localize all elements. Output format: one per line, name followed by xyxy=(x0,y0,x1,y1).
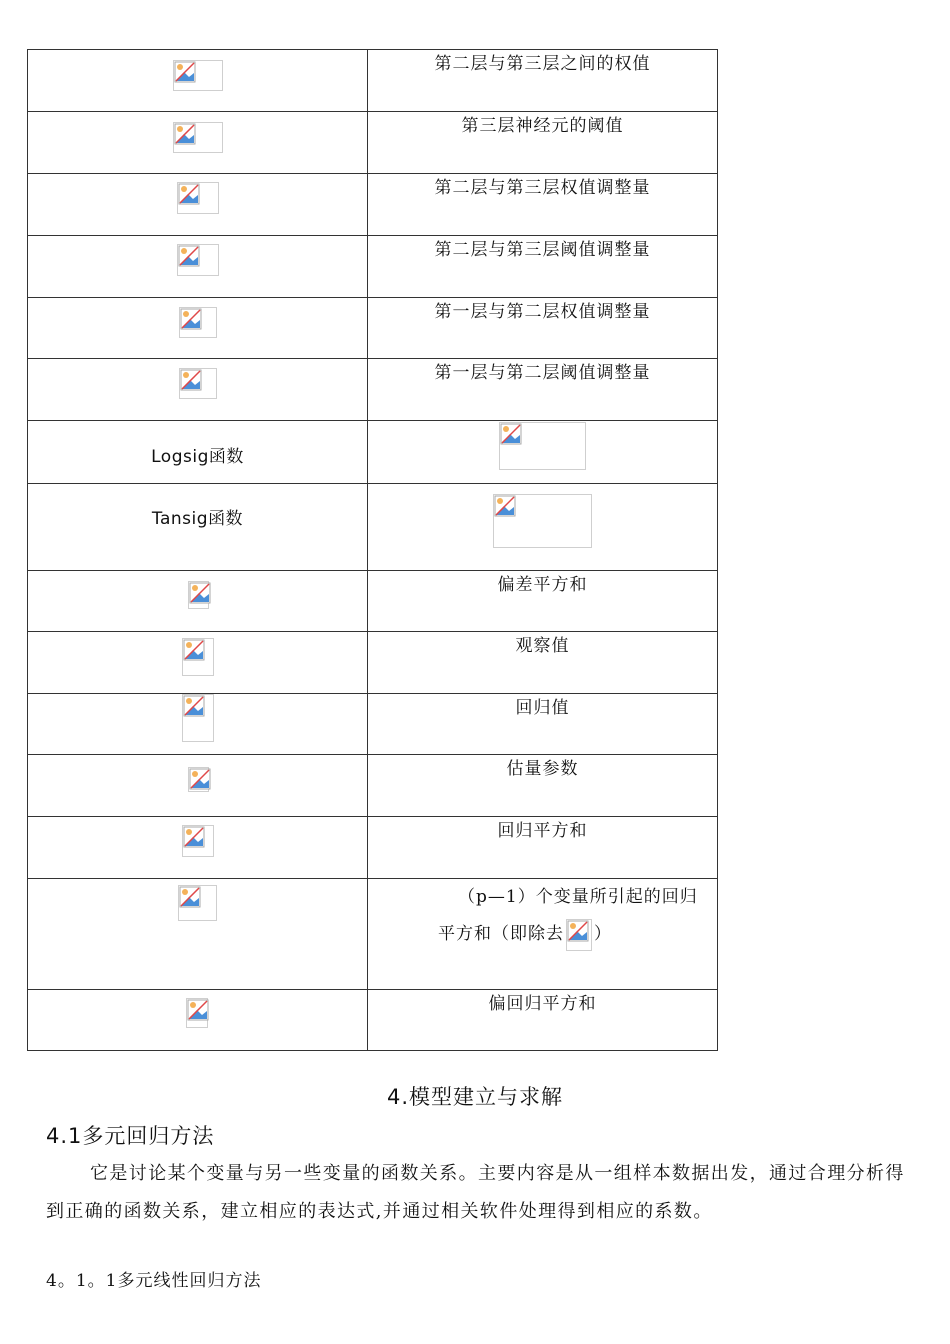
broken-image-icon xyxy=(567,920,589,942)
broken-image-icon xyxy=(179,886,201,908)
function-name-cell xyxy=(28,421,368,484)
formula-image xyxy=(186,998,208,1028)
formula-image xyxy=(177,182,219,214)
broken-image-icon xyxy=(183,639,205,661)
description-cell xyxy=(368,359,718,421)
formula-image xyxy=(188,581,209,609)
formula-image xyxy=(177,244,219,276)
broken-image-icon xyxy=(178,245,200,267)
formula-image xyxy=(173,122,223,153)
description-cell xyxy=(368,298,718,359)
description-text: 第二层与第三层权值调整量 xyxy=(434,178,651,198)
description-text-part1: （p—1）个变量所引起的回归平方和（即除去 xyxy=(438,887,698,944)
formula-image xyxy=(499,422,586,470)
description-cell xyxy=(368,112,718,174)
formula-image-inline xyxy=(566,919,592,951)
description-cell xyxy=(368,236,718,298)
symbol-cell xyxy=(28,359,368,421)
formula-image xyxy=(493,494,592,548)
broken-image-icon xyxy=(189,768,211,790)
broken-image-icon xyxy=(183,826,205,848)
description-text: 估量参数 xyxy=(506,759,579,779)
description-cell xyxy=(368,879,718,990)
section-number: 4. xyxy=(386,1085,410,1109)
description-text xyxy=(368,879,717,953)
description-cell xyxy=(368,990,718,1051)
description-cell xyxy=(368,174,718,236)
symbol-table xyxy=(27,49,718,1051)
broken-image-icon xyxy=(500,423,522,445)
function-name-cell xyxy=(28,484,368,571)
formula-image xyxy=(182,638,214,676)
symbol-cell xyxy=(28,879,368,990)
subsection-number: 4.1 xyxy=(46,1124,83,1148)
description-text: 回归平方和 xyxy=(497,821,588,841)
description-cell xyxy=(368,694,718,755)
description-text: 第二层与第三层阈值调整量 xyxy=(434,240,651,260)
broken-image-icon xyxy=(494,495,516,517)
broken-image-icon xyxy=(187,999,209,1021)
symbol-cell xyxy=(28,817,368,879)
description-text: 第三层神经元的阈值 xyxy=(461,116,624,136)
description-text: 第一层与第二层权值调整量 xyxy=(434,302,651,322)
function-name xyxy=(28,484,367,529)
broken-image-icon xyxy=(174,61,196,83)
formula-image xyxy=(188,767,209,792)
broken-image-icon xyxy=(180,369,202,391)
description-text: 第一层与第二层阈值调整量 xyxy=(434,363,651,383)
description-cell xyxy=(368,755,718,817)
symbol-cell xyxy=(28,755,368,817)
broken-image-icon xyxy=(180,308,202,330)
description-cell xyxy=(368,632,718,694)
broken-image-icon xyxy=(183,695,205,717)
symbol-cell xyxy=(28,571,368,632)
symbol-cell xyxy=(28,174,368,236)
symbol-cell xyxy=(28,990,368,1051)
function-name xyxy=(28,421,367,467)
formula-cell xyxy=(368,484,718,571)
description-text-part2: ） xyxy=(594,924,612,944)
symbol-cell xyxy=(28,50,368,112)
section-title: 模型建立与求解 xyxy=(409,1085,564,1109)
description-text: 第二层与第三层之间的权值 xyxy=(434,54,651,74)
broken-image-icon xyxy=(189,582,211,604)
description-cell xyxy=(368,571,718,632)
symbol-cell xyxy=(28,298,368,359)
description-text: 观察值 xyxy=(515,636,570,656)
symbol-cell xyxy=(28,236,368,298)
formula-image xyxy=(178,885,217,921)
description-text: 偏差平方和 xyxy=(497,575,588,595)
function-name-suffix: 函数 xyxy=(208,447,244,467)
symbol-cell xyxy=(28,112,368,174)
symbol-cell xyxy=(28,632,368,694)
description-text: 回归值 xyxy=(515,698,570,718)
body-paragraph: 它是讨论某个变量与另一些变量的函数关系。主要内容是从一组样本数据出发，通过合理分析得到正确的函数关系，建立相应的表达式,并通过相关软件处理得到相应的系数。 xyxy=(46,1163,905,1222)
section-heading xyxy=(0,1081,950,1111)
formula-image xyxy=(182,825,214,857)
formula-cell xyxy=(368,421,718,484)
symbol-cell xyxy=(28,694,368,755)
broken-image-icon xyxy=(174,123,196,145)
description-cell xyxy=(368,817,718,879)
function-name-latin: Tansig xyxy=(151,509,209,529)
formula-image xyxy=(173,60,223,91)
description-text: 偏回归平方和 xyxy=(488,994,597,1014)
broken-image-icon xyxy=(178,183,200,205)
subsection-heading xyxy=(46,1120,214,1150)
formula-image xyxy=(179,307,217,338)
description-cell xyxy=(368,50,718,112)
formula-image xyxy=(182,694,214,742)
function-name-latin: Logsig xyxy=(151,447,209,467)
subsubsection-heading: 4。1。1多元线性回归方法 xyxy=(46,1271,262,1291)
subsection-title: 多元回归方法 xyxy=(82,1124,215,1148)
formula-image xyxy=(179,368,217,399)
function-name-suffix: 函数 xyxy=(208,509,244,529)
